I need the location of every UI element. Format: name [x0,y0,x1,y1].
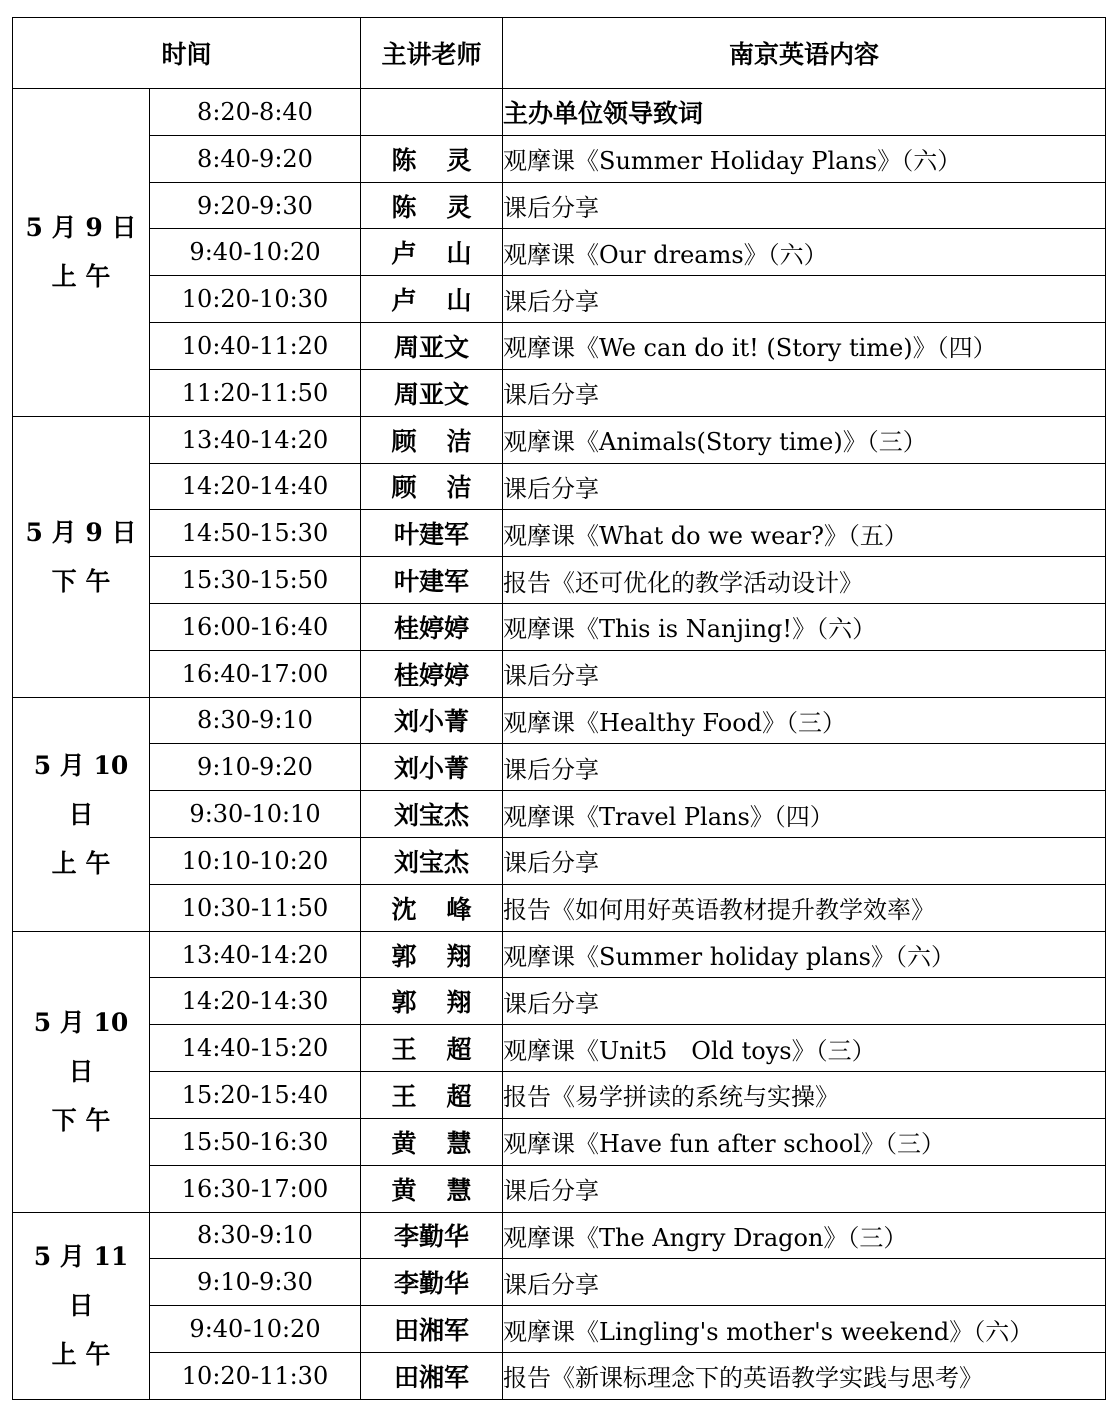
teacher-name: 李勤华 [394,1222,470,1252]
time-cell: 9:30-10:10 [150,791,361,838]
teacher-name: 陈灵 [391,192,502,222]
teacher-cell [361,1306,503,1353]
teacher-cell [361,744,503,791]
teacher-name: 刘宝杰 [394,801,470,831]
time-cell: 8:30-9:10 [150,1212,361,1259]
schedule-row [13,1118,1106,1165]
time-cell: 15:20-15:40 [150,1072,361,1119]
teacher-cell [361,416,503,463]
teacher-cell [361,463,503,510]
schedule-row [13,1259,1106,1306]
content-cell: 报告《易学拼读的系统与实操》 [503,1072,1106,1119]
content-cell: 课后分享 [503,1165,1106,1212]
time-cell: 9:10-9:30 [150,1259,361,1306]
content-cell: 课后分享 [503,369,1106,416]
teacher-name: 桂婷婷 [394,660,470,690]
schedule-row [13,1352,1106,1399]
day-label-line: 5 月 11 [33,1242,129,1272]
time-cell: 9:20-9:30 [150,182,361,229]
day-label-line: 5 月 10 [33,1008,129,1038]
schedule-row [13,744,1106,791]
content-cell: 观摩课《This is Nanjing!》（六） [503,603,1106,650]
teacher-cell [361,1072,503,1119]
day-label [13,931,150,1212]
content-cell: 报告《如何用好英语教材提升教学效率》 [503,884,1106,931]
teacher-name: 叶建军 [394,567,470,597]
day-label-line: 5 月 10 [33,750,129,780]
teacher-cell [361,510,503,557]
time-cell: 10:30-11:50 [150,884,361,931]
schedule-row [13,1306,1106,1353]
time-cell: 16:00-16:40 [150,603,361,650]
schedule-row [13,697,1106,744]
time-cell: 11:20-11:50 [150,369,361,416]
teacher-cell [361,978,503,1025]
teacher-cell [361,369,503,416]
time-cell: 16:40-17:00 [150,650,361,697]
time-cell: 15:30-15:50 [150,557,361,604]
teacher-name: 王超 [391,1081,502,1111]
content-cell: 主办单位领导致词 [503,89,1106,136]
schedule-row [13,838,1106,885]
teacher-name: 黄慧 [391,1128,502,1158]
teacher-name: 叶建军 [394,520,470,550]
day-label [13,1212,150,1399]
teacher-cell [361,697,503,744]
teacher-cell [361,884,503,931]
teacher-cell [361,1165,503,1212]
content-cell: 观摩课《Lingling's mother's weekend》（六） [503,1306,1106,1353]
schedule-row [13,89,1106,136]
content-cell: 观摩课《Our dreams》（六） [503,229,1106,276]
schedule-row [13,229,1106,276]
teacher-cell [361,557,503,604]
day-label-line: 下 午 [51,1106,111,1136]
content-cell: 观摩课《Animals(Story time)》（三） [503,416,1106,463]
content-cell: 课后分享 [503,744,1106,791]
teacher-name: 田湘军 [394,1316,470,1346]
schedule-row [13,557,1106,604]
content-cell: 课后分享 [503,463,1106,510]
content-cell: 课后分享 [503,182,1106,229]
teacher-name: 李勤华 [394,1269,470,1299]
content-cell: 观摩课《Travel Plans》（四） [503,791,1106,838]
schedule-row [13,1025,1106,1072]
schedule-table [12,17,1106,1400]
teacher-name: 周亚文 [394,332,470,362]
content-cell: 课后分享 [503,650,1106,697]
time-cell: 10:40-11:20 [150,323,361,370]
time-cell: 16:30-17:00 [150,1165,361,1212]
teacher-name: 桂婷婷 [394,613,470,643]
schedule-row [13,650,1106,697]
time-cell: 8:20-8:40 [150,89,361,136]
time-cell: 14:20-14:30 [150,978,361,1025]
teacher-name: 刘小菁 [394,707,470,737]
content-cell: 观摩课《What do we wear?》（五） [503,510,1106,557]
schedule-row [13,884,1106,931]
day-label-line: 上 午 [51,1340,111,1370]
time-cell: 14:20-14:40 [150,463,361,510]
time-cell: 9:10-9:20 [150,744,361,791]
schedule-row [13,182,1106,229]
schedule-row [13,510,1106,557]
teacher-name: 田湘军 [394,1362,470,1392]
teacher-cell [361,1025,503,1072]
day-label-line: 日 [68,799,94,829]
teacher-name: 郭翔 [391,941,502,971]
teacher-cell [361,1352,503,1399]
content-cell: 观摩课《The Angry Dragon》（三） [503,1212,1106,1259]
schedule-row [13,323,1106,370]
teacher-name: 周亚文 [394,379,470,409]
teacher-cell [361,1118,503,1165]
content-cell: 观摩课《Summer Holiday Plans》（六） [503,135,1106,182]
day-label-line: 日 [68,1291,94,1321]
schedule-row [13,1165,1106,1212]
content-cell: 观摩课《Healthy Food》（三） [503,697,1106,744]
time-cell: 14:50-15:30 [150,510,361,557]
teacher-cell [361,89,503,136]
schedule-row [13,369,1106,416]
header-time: 时间 [13,18,361,89]
day-label [13,89,150,417]
schedule-row [13,978,1106,1025]
schedule-row [13,1212,1106,1259]
content-cell: 课后分享 [503,276,1106,323]
content-cell: 报告《还可优化的教学活动设计》 [503,557,1106,604]
content-cell: 报告《新课标理念下的英语教学实践与思考》 [503,1352,1106,1399]
schedule-row [13,276,1106,323]
schedule-row [13,791,1106,838]
time-cell: 13:40-14:20 [150,416,361,463]
time-cell: 9:40-10:20 [150,1306,361,1353]
teacher-name: 陈灵 [391,145,502,175]
time-cell: 8:30-9:10 [150,697,361,744]
day-label-line: 上 午 [51,848,111,878]
teacher-cell [361,603,503,650]
schedule-row [13,135,1106,182]
schedule-row [13,1072,1106,1119]
time-cell: 13:40-14:20 [150,931,361,978]
day-label-line: 上 午 [51,262,111,292]
time-cell: 9:40-10:20 [150,229,361,276]
teacher-cell [361,1259,503,1306]
time-cell: 14:40-15:20 [150,1025,361,1072]
teacher-name: 卢山 [391,239,502,269]
schedule-row [13,463,1106,510]
content-cell: 课后分享 [503,978,1106,1025]
schedule-row [13,603,1106,650]
time-cell: 10:20-10:30 [150,276,361,323]
teacher-cell [361,135,503,182]
teacher-cell [361,838,503,885]
day-label-line: 5 月 9 日 [25,213,137,243]
teacher-name: 卢山 [391,286,502,316]
header-row [13,18,1106,89]
day-label [13,416,150,697]
content-cell: 课后分享 [503,838,1106,885]
teacher-cell [361,650,503,697]
content-cell: 课后分享 [503,1259,1106,1306]
time-cell: 8:40-9:20 [150,135,361,182]
teacher-cell [361,229,503,276]
teacher-cell [361,276,503,323]
teacher-cell [361,1212,503,1259]
content-cell: 观摩课《Have fun after school》（三） [503,1118,1106,1165]
teacher-name: 郭翔 [391,988,502,1018]
teacher-cell [361,182,503,229]
teacher-name: 刘小菁 [394,754,470,784]
time-cell: 10:10-10:20 [150,838,361,885]
teacher-name: 王超 [391,1035,502,1065]
content-cell: 观摩课《Unit5 Old toys》（三） [503,1025,1106,1072]
teacher-name: 刘宝杰 [394,847,470,877]
day-label [13,697,150,931]
day-label-line: 5 月 9 日 [25,517,137,547]
teacher-name: 黄慧 [391,1175,502,1205]
teacher-cell [361,323,503,370]
content-cell: 观摩课《We can do it! (Story time)》（四） [503,323,1106,370]
schedule-row [13,416,1106,463]
content-cell: 观摩课《Summer holiday plans》（六） [503,931,1106,978]
day-label-line: 日 [68,1057,94,1087]
time-cell: 10:20-11:30 [150,1352,361,1399]
header-teacher: 主讲老师 [361,18,503,89]
header-content: 南京英语内容 [503,18,1106,89]
time-cell: 15:50-16:30 [150,1118,361,1165]
schedule-row [13,931,1106,978]
teacher-name: 沈峰 [391,894,502,924]
day-label-line: 下 午 [51,566,111,596]
teacher-name: 顾洁 [391,426,502,456]
teacher-cell [361,931,503,978]
teacher-cell [361,791,503,838]
teacher-name: 顾洁 [391,473,502,503]
